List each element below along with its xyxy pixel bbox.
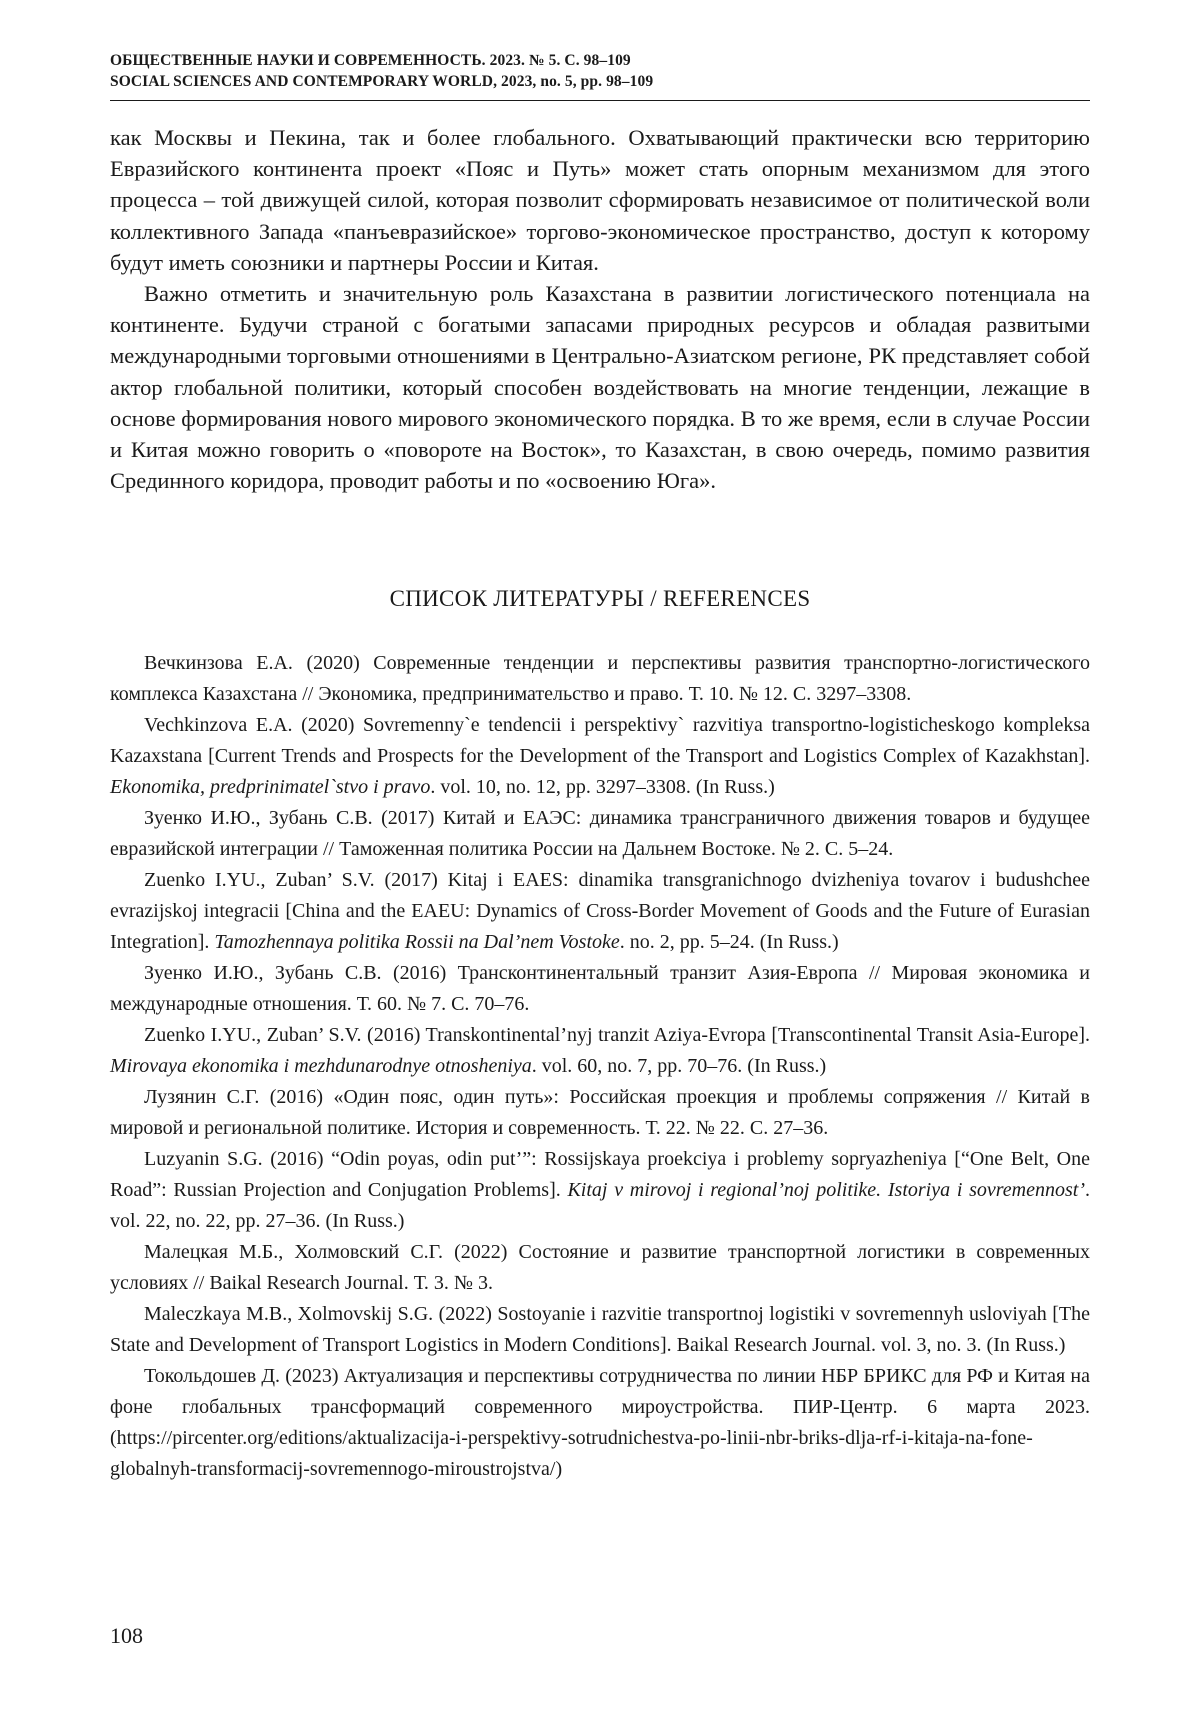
- running-head-ru: ОБЩЕСТВЕННЫЕ НАУКИ И СОВРЕМЕННОСТЬ. 2023. № 5. С. 98–109: [110, 52, 631, 69]
- paragraph: как Москвы и Пекина, так и более глобального. Охватывающий практически всю территорию Евразийского континента проект «Пояс и Путь» может стать опорным механизмом для этого процесса – той движущей силой, которая позволит сформировать независимое от политической воли коллективного Запада «панъевразийское» торгово-экономическое пространство, доступ к которому будут иметь союзники и партнеры России и Китая.: [110, 125, 1090, 275]
- reference-text: Лузянин С.Г. (2016) «Один пояс, один путь»: Российская проекция и проблемы сопряжения // Китай в мировой и региональной политике. История и современность. Т. 22. № 22. С. 27–36.: [110, 1086, 1090, 1139]
- reference-text: . no. 2, pp. 5–24. (In Russ.): [619, 931, 839, 953]
- running-head: [110, 50, 1090, 92]
- reference-item: [110, 958, 1090, 1020]
- reference-item: [110, 1299, 1090, 1361]
- reference-text: Малецкая М.Б., Холмовский С.Г. (2022) Состояние и развитие транспортной логистики в современных условиях // Baikal Research Journal. Т. 3. № 3.: [110, 1241, 1090, 1294]
- reference-journal: Kitaj v mirovoj i regional’noj politike. Istoriya i sovremennost’: [567, 1179, 1085, 1201]
- reference-text: Zuenko I.YU., Zuban’ S.V. (2016) Transkontinental’nyj tranzit Aziya-Evropa [Transcontinental Transit Asia-Europe].: [144, 1024, 1090, 1046]
- reference-text: Maleczkaya M.B., Xolmovskij S.G. (2022) Sostoyanie i razvitie transportnoj logistiki v sovremennyh usloviyah [The State and Development of Transport Logistics in Modern Conditions]. Baikal Research Journal. vol. 3, no. 3. (In Russ.): [110, 1303, 1090, 1356]
- reference-text: . vol. 60, no. 7, pp. 70–76. (In Russ.): [531, 1055, 827, 1077]
- reference-text: Зуенко И.Ю., Зубань С.В. (2016) Трансконтинентальный транзит Азия-Европа // Мировая экономика и международные отношения. Т. 60. № 7. С. 70–76.: [110, 962, 1090, 1015]
- reference-text: Зуенко И.Ю., Зубань С.В. (2017) Китай и ЕАЭС: динамика трансграничного движения товаров и будущее евразийской интеграции // Таможенная политика России на Дальнем Востоке. № 2. С. 5–24.: [110, 807, 1090, 860]
- reference-item: [110, 1361, 1090, 1485]
- reference-item: [110, 1144, 1090, 1237]
- reference-item: [110, 865, 1090, 958]
- running-head-en: SOCIAL SCIENCES AND CONTEMPORARY WORLD, 2023, no. 5, pp. 98–109: [110, 73, 654, 90]
- reference-item: [110, 1082, 1090, 1144]
- body-text: [110, 122, 1090, 496]
- page-number: 108: [110, 1623, 143, 1648]
- reference-item: [110, 803, 1090, 865]
- reference-item: [110, 1020, 1090, 1082]
- reference-text: . vol. 10, no. 12, pp. 3297–3308. (In Russ.): [430, 776, 775, 798]
- reference-text: Zuenko I.YU., Zuban’ S.V. (2017) Kitaj i EAES: dinamika transgranichnogo dvizheniya tovarov i budushchee evrazijskoj integracii [China and the EAEU: Dynamics of Cross-Border Movement of Goods and the Future of Eurasian Integration].: [110, 869, 1090, 953]
- reference-text: . vol. 22, no. 22, pp. 27–36. (In Russ.): [110, 1179, 1090, 1232]
- reference-journal: Tamozhennaya politika Rossii na Dal’nem Vostoke: [214, 931, 620, 953]
- reference-text: Luzyanin S.G. (2016) “Odin poyas, odin put’”: Rossijskaya proekciya i problemy sopryazheniya [“One Belt, One Road”: Russian Projection and Conjugation Problems].: [110, 1148, 1090, 1201]
- reference-item: [110, 710, 1090, 803]
- references-title: СПИСОК ЛИТЕРАТУРЫ / REFERENCES: [389, 586, 811, 611]
- references-list: [110, 648, 1090, 1485]
- header-divider: [110, 100, 1090, 101]
- reference-text: Токольдошев Д. (2023) Актуализация и перспективы сотрудничества по линии НБР БРИКС для РФ и Китая на фоне глобальных трансформаций современного мироустройства. ПИР-Центр. 6 марта 2023. (https://pircenter.org/editions/aktualizacija-i-perspektivy-sotrudnichestva-po-linii-nbr-briks-dlja-rf-i-kitaja-na-fone-globalnyh-transformacij-sovremennogo-miroustrojstva/): [110, 1365, 1090, 1480]
- reference-item: [110, 648, 1090, 710]
- reference-text: Вечкинзова Е.А. (2020) Современные тенденции и перспективы развития транспортно-логистического комплекса Казахстана // Экономика, предпринимательство и право. Т. 10. № 12. С. 3297–3308.: [110, 652, 1090, 705]
- reference-item: [110, 1237, 1090, 1299]
- paragraph: Важно отметить и значительную роль Казахстана в развитии логистического потенциала на континенте. Будучи страной с богатыми запасами природных ресурсов и обладая развитыми международными торговыми отношениями в Центрально-Азиатском регионе, РК представляет собой актор глобальной политики, который способен воздействовать на многие тенденции, лежащие в основе формирования нового мирового экономического порядка. В то же время, если в случае России и Китая можно говорить о «повороте на Восток», то Казахстан, в свою очередь, помимо развития Срединного коридора, проводит работы и по «освоению Юга».: [110, 281, 1090, 494]
- reference-journal: Ekonomika, predprinimatel`stvo i pravo: [110, 776, 431, 798]
- reference-journal: Mirovaya ekonomika i mezhdunarodnye otnosheniya: [110, 1055, 532, 1077]
- reference-text: Vechkinzova E.A. (2020) Sovremenny`e tendencii i perspektivy` razvitiya transportno-logisticheskogo kompleksa Kazaxstana [Current Trends and Prospects for the Development of the Transport and Logistics Complex of Kazakhstan].: [110, 714, 1090, 767]
